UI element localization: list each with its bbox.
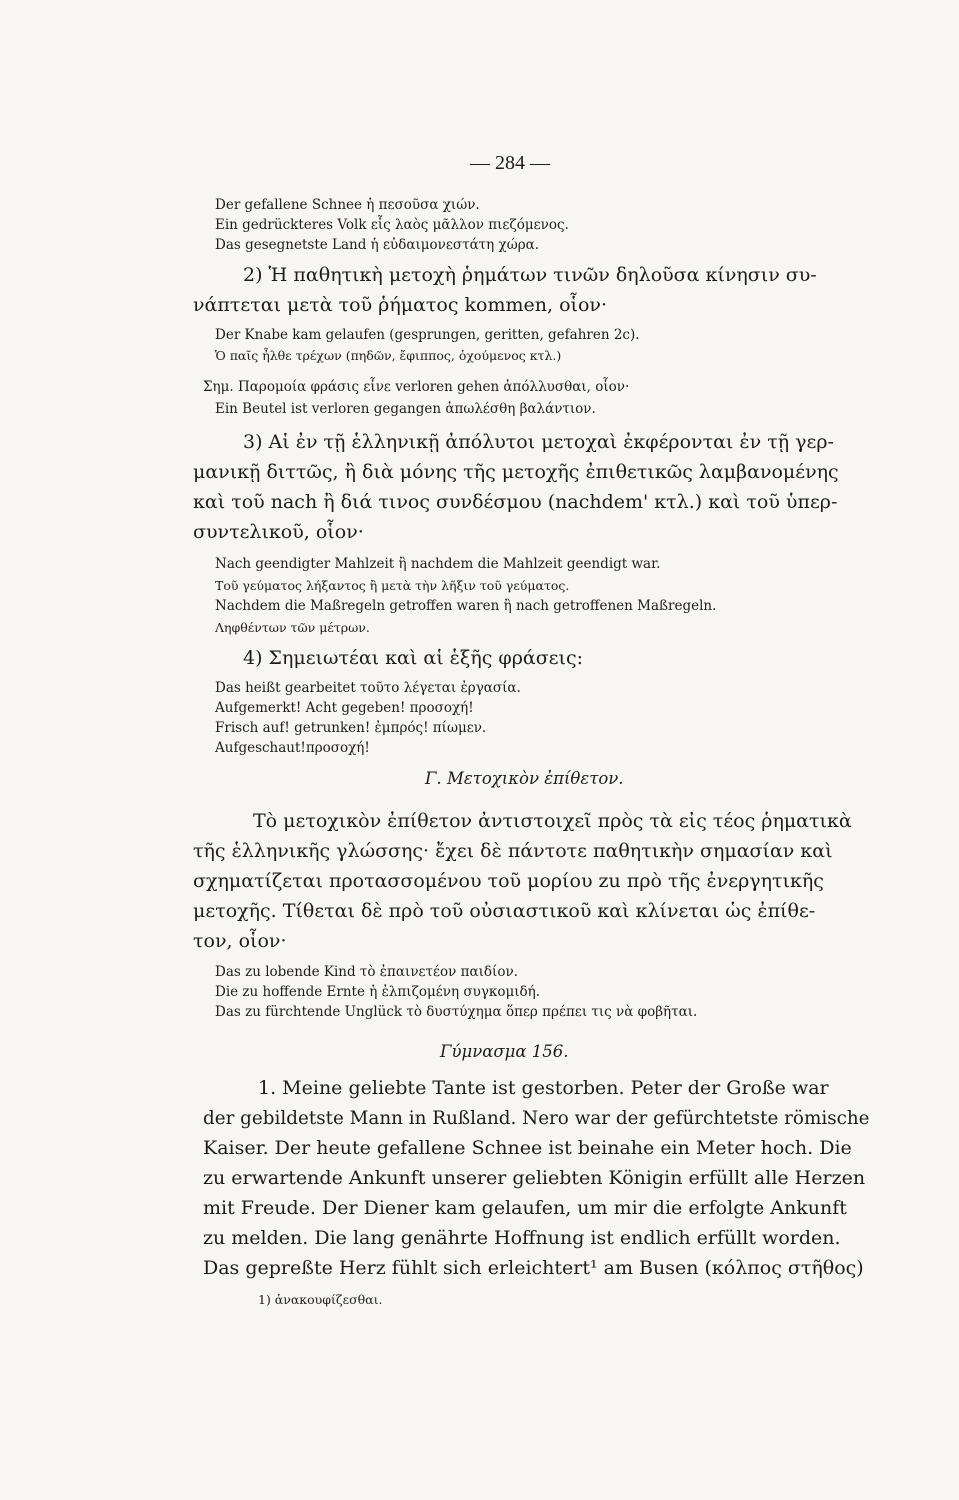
example-line: Aufgeschaut!προσοχή! [215, 740, 370, 756]
section-gamma-title: Γ. Μετοχικὸν ἐπίθετον. [425, 769, 624, 788]
example-line: Ein Beutel ist verloren gegangen ἀπωλέσθη βαλάντιον. [215, 401, 596, 417]
body-line: συντελικοῦ, οἷον· [193, 521, 364, 543]
exercise-line: 1. Meine geliebte Tante ist gestorben. Peter der Große war [258, 1077, 829, 1099]
example-line: Das zu fürchtende Unglück τὸ δυστύχημα ὅπερ πρέπει τις νὰ φοβῆται. [215, 1004, 698, 1020]
example-line: Ληφθέντων τῶν μέτρων. [215, 620, 370, 635]
exercise-line: mit Freude. Der Diener kam gelaufen, um mir die erfolgte Ankunft [203, 1197, 847, 1219]
body-line: μετοχῆς. Τίθεται δὲ πρὸ τοῦ οὐσιαστικοῦ καὶ κλίνεται ὡς ἐπίθε- [193, 900, 816, 922]
body-line: καὶ τοῦ nach ἢ διά τινος συνδέσμου (nachdem' κτλ.) καὶ τοῦ ὑπερ- [193, 491, 838, 513]
example-line: Nach geendigter Mahlzeit ἢ nachdem die Mahlzeit geendigt war. [215, 556, 661, 572]
exercise-line: Kaiser. Der heute gefallene Schnee ist beinahe ein Meter hoch. Die [203, 1137, 852, 1159]
body-line: νάπτεται μετὰ τοῦ ῥήματος kommen, οἷον· [193, 294, 607, 316]
exercise-line: Das gepreßte Herz fühlt sich erleichtert¹ am Busen (κόλπος στῆθος) [203, 1257, 864, 1279]
example-line: Der Knabe kam gelaufen (gesprungen, geritten, gefahren 2c). [215, 327, 640, 343]
note-line: Σημ. Παρομοία φράσις εἶνε verloren gehen ἀπόλλυσθαι, οἷον· [203, 379, 630, 395]
section-4-heading: 4) Σημειωτέαι καὶ αἱ ἑξῆς φράσεις: [243, 647, 584, 669]
example-line: Ὁ παῖς ἦλθε τρέχων (πηδῶν, ἔφιππος, ὀχούμενος κτλ.) [215, 348, 562, 363]
section-2-heading: 2) Ἡ παθητικὴ μετοχὴ ῥημάτων τινῶν δηλοῦσα κίνησιν συ- [243, 264, 817, 286]
example-line: Τοῦ γεύματος λήξαντος ἢ μετὰ τὴν λῆξιν τοῦ γεύματος. [215, 578, 570, 593]
example-line: Aufgemerkt! Acht gegeben! προσοχή! [215, 700, 474, 716]
body-line: σχηματίζεται προτασσομένου τοῦ μορίου zu πρὸ τῆς ἐνεργητικῆς [193, 870, 824, 892]
example-line: Das heißt gearbeitet τοῦτο λέγεται ἐργασία. [215, 680, 521, 696]
example-line: Ein gedrückteres Volk εἷς λαὸς μᾶλλον πιεζόμενος. [215, 217, 569, 233]
exercise-title: Γύμνασμα 156. [440, 1042, 569, 1061]
body-line: Τὸ μετοχικὸν ἐπίθετον ἀντιστοιχεῖ πρὸς τὰ εἰς τέος ῥηματικὰ [253, 810, 852, 832]
page-number: — 284 — [470, 152, 550, 174]
section-3-heading: 3) Αἱ ἐν τῇ ἑλληνικῇ ἀπόλυτοι μετοχαὶ ἐκφέρονται ἐν τῇ γερ- [243, 431, 834, 453]
example-line: Das gesegnetste Land ἡ εὐδαιμονεστάτη χώρα. [215, 237, 540, 253]
body-line: τῆς ἑλληνικῆς γλώσσης· ἔχει δὲ πάντοτε παθητικὴν σημασίαν καὶ [193, 840, 833, 862]
exercise-line: zu melden. Die lang genährte Hoffnung ist endlich erfüllt worden. [203, 1227, 841, 1249]
example-line: Das zu lobende Kind τὸ ἐπαινετέον παιδίον. [215, 964, 518, 980]
exercise-line: zu erwartende Ankunft unserer geliebten Königin erfüllt alle Herzen [203, 1167, 866, 1189]
example-line: Nachdem die Maßregeln getroffen waren ἢ nach getroffenen Maßregeln. [215, 598, 717, 614]
example-line: Der gefallene Schnee ἡ πεσοῦσα χιών. [215, 197, 480, 213]
example-line: Die zu hoffende Ernte ἡ ἐλπιζομένη συγκομιδή. [215, 984, 541, 1000]
footnote: 1) ἀνακουφίζεσθαι. [258, 1292, 383, 1307]
example-line: Frisch auf! getrunken! ἐμπρός! πίωμεν. [215, 720, 487, 736]
body-line: τον, οἷον· [193, 930, 287, 952]
exercise-line: der gebildetste Mann in Rußland. Nero war der gefürchtetste römische [203, 1107, 870, 1129]
body-line: μανικῇ διττῶς, ἢ διὰ μόνης τῆς μετοχῆς ἐπιθετικῶς λαμβανομένης [193, 461, 839, 483]
